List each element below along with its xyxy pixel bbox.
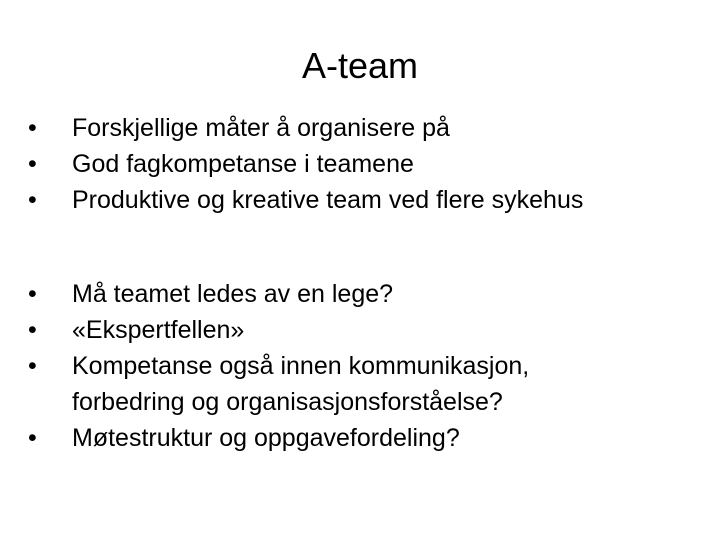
bullet-item: [28, 146, 688, 182]
bullet-item: [28, 182, 688, 218]
bullet-list-1: [28, 110, 688, 218]
bullet-text: God fagkompetanse i teamene: [72, 150, 414, 178]
bullet-item: [28, 110, 688, 146]
bullet-item: [28, 312, 688, 348]
bullet-dot-icon: •: [28, 316, 37, 344]
bullet-text: «Ekspertfellen»: [72, 316, 245, 344]
bullet-dot-icon: •: [28, 352, 37, 380]
bullet-text: Kompetanse også innen kommunikasjon, forbedring og organisasjonsforståelse?: [72, 352, 530, 416]
bullet-text: Forskjellige måter å organisere på: [72, 114, 450, 142]
bullet-list-2: [28, 276, 688, 456]
bullet-item: [28, 276, 688, 312]
bullet-dot-icon: •: [28, 280, 37, 308]
bullet-item: [28, 348, 688, 420]
slide-title: A-team: [301, 45, 419, 86]
bullet-text: Må teamet ledes av en lege?: [72, 280, 394, 308]
bullet-dot-icon: •: [28, 186, 37, 214]
bullet-dot-icon: •: [28, 424, 37, 452]
bullet-text: Produktive og kreative team ved flere sykehus: [72, 186, 584, 214]
bullet-item: [28, 420, 688, 456]
bullet-text: Møtestruktur og oppgavefordeling?: [72, 424, 460, 452]
bullet-dot-icon: •: [28, 150, 37, 178]
bullet-dot-icon: •: [28, 114, 37, 142]
